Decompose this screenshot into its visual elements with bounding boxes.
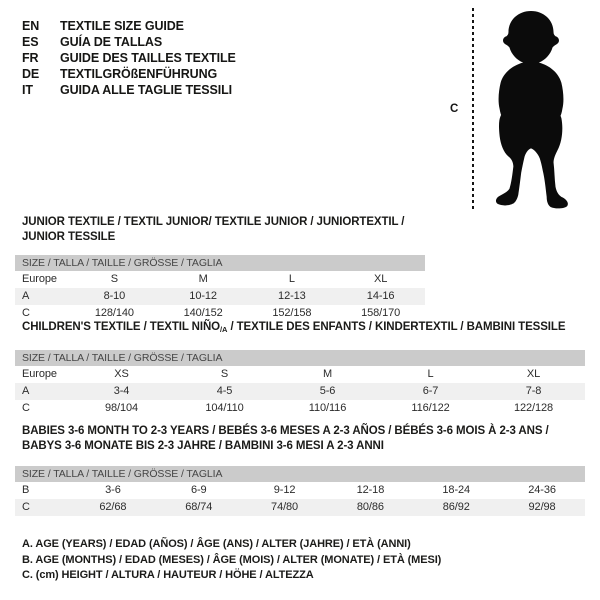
table-row-age [15,383,585,400]
table-cell: 18-24 [442,484,471,496]
section-title: JUNIOR TEXTILE / TEXTIL JUNIOR/ TEXTILE JUNIOR / JUNIORTEXTIL / JUNIOR TESSILE [22,216,405,243]
table-cell: 74/80 [271,501,299,513]
lang-code: DE [22,67,40,81]
table-cell: 8-10 [103,290,126,302]
row-label: C [22,402,30,414]
table-cell: 116/122 [411,402,450,414]
section-title-line1: BABIES 3-6 MONTH TO 2-3 YEARS / BEBÉS 3-6 MESES A 2-3 AÑOS / BÉBÉS 3-6 MOIS À 2-3 ANS / [22,425,549,437]
table-cell: 104/110 [205,402,244,414]
table-cell: XL [373,273,388,285]
language-title-list [22,18,236,98]
section-title-line2: BABYS 3-6 MONATE BIS 2-3 JAHRE / BAMBINI 3-6 MESI A 2-3 ANNI [22,440,384,452]
footnote-b: B. AGE (MONTHS) / EDAD (MESES) / ÂGE (MOIS) / ALTER (MONATE) / ETÀ (MESI) [22,553,442,566]
row-label: Europe [22,273,57,285]
table-cell: 10-12 [189,290,217,302]
size-header-bar: SIZE / TALLA / TAILLE / GRÖSSE / TAGLIA [15,255,425,271]
section-babies-textile [15,424,585,516]
row-label: C [22,501,30,513]
table-cell: 12-18 [356,484,385,496]
lang-row-es [22,34,236,50]
lang-label: GUÍA DE TALLAS [60,35,163,49]
section-childrens-textile [15,320,585,417]
table-cell: 128/140 [94,307,134,319]
table-cell: M [322,368,333,380]
table-cell: 24-36 [528,484,556,496]
lang-code: EN [22,19,40,33]
dashed-measure-line [472,8,474,210]
childrens-size-table [15,350,585,417]
toddler-silhouette-icon [482,9,580,211]
table-cell: L [427,368,434,380]
table-cell: 12-13 [278,290,306,302]
table-cell: XS [114,368,129,380]
table-cell: 122/128 [513,402,554,414]
table-row-europe [15,366,585,383]
lang-code: IT [22,83,33,97]
table-cell: 68/74 [185,501,213,513]
table-row-months [15,482,585,499]
row-label: Europe [22,368,57,380]
table-cell: 3-6 [105,484,121,496]
lang-label: GUIDA ALLE TAGLIE TESSILI [60,83,233,97]
table-cell: 152/158 [272,307,312,319]
table-cell: 6-9 [190,484,207,496]
measure-c-label: C [450,103,459,115]
table-cell: 98/104 [104,402,139,414]
table-cell: 80/86 [356,501,384,513]
size-header-bar: SIZE / TALLA / TAILLE / GRÖSSE / TAGLIA [15,466,585,482]
row-label: C [22,307,30,319]
table-cell: 86/92 [442,501,470,513]
section-junior-textile [15,215,425,322]
lang-code: FR [22,51,39,65]
legend-footnotes [22,537,441,584]
lang-row-it [22,82,236,98]
table-cell: 7-8 [525,385,542,397]
junior-size-table [15,255,425,322]
table-row-age [15,288,425,305]
table-row-europe [15,271,425,288]
lang-row-de [22,66,236,82]
row-label: A [22,290,30,302]
table-cell: S [110,273,118,285]
size-header-bar: SIZE / TALLA / TAILLE / GRÖSSE / TAGLIA [15,350,585,366]
lang-code: ES [22,35,39,49]
table-cell: 110/116 [308,402,347,414]
table-cell: 158/170 [361,307,401,319]
lang-row-en [22,18,236,34]
footnote-c: C. (cm) HEIGHT / ALTURA / HAUTEUR / HÖHE / ALTEZZA [22,569,314,581]
table-cell: 62/68 [99,501,127,513]
lang-label: GUIDE DES TAILLES TEXTILE [60,51,236,65]
table-row-height [15,400,585,417]
table-cell: 5-6 [319,385,336,397]
title-pre: CHILDREN'S TEXTILE / TEXTIL NIÑO [22,321,221,333]
table-cell: S [220,368,229,380]
section-title [15,320,585,337]
row-label: A [22,385,30,397]
lang-label: TEXTILE SIZE GUIDE [60,19,184,33]
table-cell: 6-7 [422,385,439,397]
row-label: B [22,484,30,496]
table-cell: 3-4 [113,385,130,397]
lang-row-fr [22,50,236,66]
title-post: / TEXTILE DES ENFANTS / KINDERTEXTIL / BAMBINI TESSILE [227,321,566,333]
height-measure-figure [440,0,600,220]
table-row-height [15,499,585,516]
lang-label: TEXTILGRÖßENFÜHRUNG [60,67,218,81]
table-cell: M [198,273,208,285]
table-cell: XL [526,368,541,380]
title-subscript: /A [220,325,228,334]
table-cell: 9-12 [273,484,296,496]
footnote-a: A. AGE (YEARS) / EDAD (AÑOS) / ÂGE (ANS) / ALTER (JAHRE) / ETÀ (ANNI) [22,538,411,550]
babies-size-table [15,466,585,516]
table-cell: 4-5 [216,385,233,397]
table-cell: 92/98 [528,501,556,513]
table-cell: 140/152 [183,307,223,319]
table-cell: 14-16 [366,290,395,302]
table-cell: L [288,273,295,285]
